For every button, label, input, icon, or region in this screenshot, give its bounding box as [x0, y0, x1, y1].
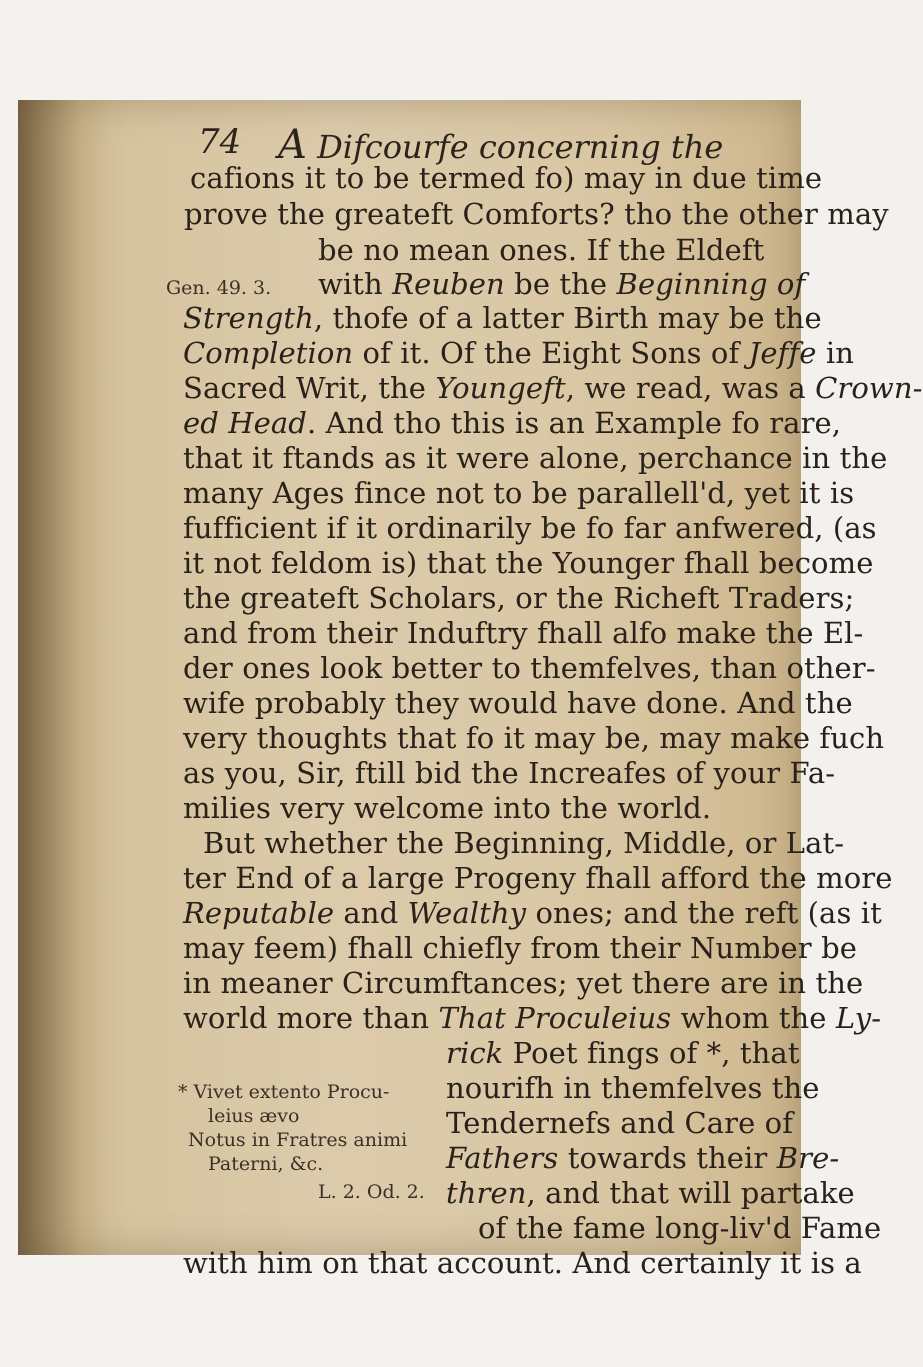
- text-line-4: with Reuben be the Beginning of: [318, 267, 806, 301]
- page-number: 74: [198, 122, 242, 162]
- book-page: [18, 100, 923, 1280]
- running-head-initial: A: [278, 122, 307, 168]
- text-line-25: world more than That Proculeius whom the Ly-: [183, 1001, 882, 1035]
- text-line-29: Fathers towards their Bre-: [446, 1141, 840, 1175]
- text-line-31: of the fame long-liv'd Fame: [478, 1211, 882, 1245]
- text-line-9: that it ftands as it were alone, perchance in the: [183, 441, 888, 475]
- text-line-26: rick Poet fings of *, that: [446, 1036, 800, 1070]
- text-line-2: prove the greateft Comforts? tho the other may: [184, 197, 889, 231]
- text-line-12: it not feldom is) that the Younger fhall become: [183, 546, 874, 580]
- text-line-18: as you, Sir, ftill bid the Increafes of your Fa-: [183, 756, 836, 790]
- text-line-30: thren, and that will partake: [446, 1176, 855, 1210]
- footnote-line-5: L. 2. Od. 2.: [318, 1181, 425, 1203]
- text-line-21: ter End of a large Progeny fhall afford the more: [183, 861, 893, 895]
- text-line-6: Completion of it. Of the Eight Sons of Jeffe in: [183, 336, 855, 370]
- text-line-14: and from their Induftry fhall alfo make the El-: [183, 616, 864, 650]
- text-line-22: Reputable and Wealthy ones; and the reft (as it: [183, 896, 882, 930]
- text-line-20: But whether the Beginning, Middle, or Lat-: [203, 826, 845, 860]
- text-line-5: Strength, thofe of a latter Birth may be the: [183, 301, 822, 335]
- text-line-32: with him on that account. And certainly it is a: [183, 1246, 862, 1280]
- text-line-11: fufficient if it ordinarily be fo far anfwered, (as: [183, 511, 877, 545]
- text-line-3: be no mean ones. If the Eldeft: [318, 233, 765, 267]
- binding-shadow: [18, 100, 108, 1255]
- text-line-15: der ones look better to themfelves, than other-: [183, 651, 876, 685]
- text-line-13: the greateft Scholars, or the Richeft Traders;: [183, 581, 855, 615]
- text-line-10: many Ages fince not to be parallell'd, yet it is: [183, 476, 855, 510]
- text-line-7: Sacred Writ, the Youngeft, we read, was a Crown-: [183, 371, 923, 405]
- text-line-24: in meaner Circumftances; yet there are in the: [183, 966, 864, 1000]
- text-line-17: very thoughts that fo it may be, may make fuch: [183, 721, 885, 755]
- text-line-28: Tendernefs and Care of: [446, 1106, 794, 1140]
- margin-reference-genesis: Gen. 49. 3.: [166, 277, 272, 299]
- footnote-line-1: * Vivet extento Procu-: [178, 1081, 390, 1103]
- text-line-27: nourifh in themfelves the: [446, 1071, 820, 1105]
- running-head-text: Difcourfe concerning the: [306, 128, 724, 166]
- footnote-line-4: Paterni, &c.: [208, 1153, 324, 1175]
- text-line-16: wife probably they would have done. And the: [183, 686, 853, 720]
- footnote-line-3: Notus in Fratres animi: [188, 1129, 408, 1151]
- text-line-19: milies very welcome into the world.: [183, 791, 712, 825]
- text-line-8: ed Head. And tho this is an Example fo rare,: [183, 406, 842, 440]
- text-line-23: may feem) fhall chiefly from their Number be: [183, 931, 858, 965]
- text-line-1: cafions it to be termed fo) may in due time: [190, 161, 823, 195]
- footnote-line-2: leius ævo: [208, 1105, 300, 1127]
